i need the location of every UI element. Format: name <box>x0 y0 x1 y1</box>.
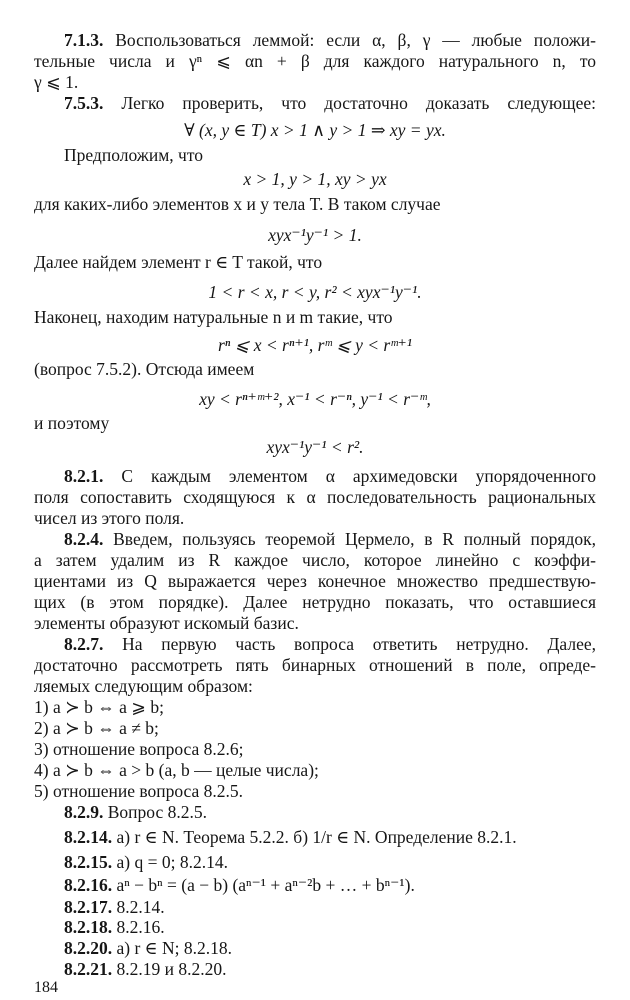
text-line: 8.2.9. Вопрос 8.2.5. <box>64 802 207 822</box>
text-line: поля сопоставить сходящуюся к α последовательность рациональных <box>34 487 596 507</box>
text-line: ляемых следующим образом: <box>34 676 253 696</box>
text-line: 7.5.3. Легко проверить, что достаточно доказать следующее: <box>64 93 596 113</box>
text-line: Предположим, что <box>64 145 204 165</box>
text-line: циентами из Q выражается через конечное множество предшествую- <box>34 571 596 591</box>
text-line: 8.2.15. а) q = 0; 8.2.14. <box>64 852 228 872</box>
text-line: 8.2.18. 8.2.16. <box>64 917 165 937</box>
text-line: щих (в этом порядке). Далее нетрудно показать, что оставшиеся <box>34 592 596 612</box>
text-line: 8.2.16. aⁿ − bⁿ = (a − b) (aⁿ⁻¹ + aⁿ⁻²b + … + bⁿ⁻¹). <box>64 875 415 895</box>
text-line: Наконец, находим натуральные n и m такие, что <box>34 307 393 327</box>
list-item: 4) a ≻ b ⇔ a > b (a, b — целые числа); <box>34 760 319 780</box>
text-line: 8.2.17. 8.2.14. <box>64 897 165 917</box>
text-line: 8.2.14. а) r ∈ N. Теорема 5.2.2. б) 1/r ∈ N. Определение 8.2.1. <box>64 827 517 847</box>
text-line: 8.2.4. Введем, пользуясь теоремой Цермело, в R полный порядок, <box>64 529 596 549</box>
formula-line: xyx⁻¹y⁻¹ > 1. <box>268 225 362 245</box>
text-line: для каких-либо элементов x и y тела T. В таком случае <box>34 194 441 214</box>
text-line: 7.1.3. Воспользоваться леммой: если α, β, γ — любые положи- <box>64 30 596 50</box>
text-line: достаточно рассмотреть пять бинарных отношений в поле, опреде- <box>34 655 596 675</box>
text-line: 8.2.21. 8.2.19 и 8.2.20. <box>64 959 227 979</box>
page-number: 184 <box>34 979 58 996</box>
text-line: элементы образуют искомый базис. <box>34 613 299 633</box>
list-item: 5) отношение вопроса 8.2.5. <box>34 781 244 801</box>
text-line: 8.2.7. На первую часть вопроса ответить нетрудно. Далее, <box>64 634 596 654</box>
formula-line: xyx⁻¹y⁻¹ < r². <box>266 437 364 457</box>
text-line: γ ⩽ 1. <box>34 72 79 92</box>
formula-line: 1 < r < x, r < y, r² < xyx⁻¹y⁻¹. <box>208 282 422 302</box>
list-item: 3) отношение вопроса 8.2.6; <box>34 739 244 759</box>
formula-line: x > 1, y > 1, xy > yx <box>243 169 387 189</box>
list-item: 2) a ≻ b ⇔ a ≠ b; <box>34 718 159 738</box>
text-line: тельные числа и γⁿ ⩽ αn + β для каждого натурального n, то <box>34 51 596 71</box>
list-item: 1) a ≻ b ⇔ a ⩾ b; <box>34 697 164 717</box>
formula-line: xy < rⁿ⁺ᵐ⁺², x⁻¹ < r⁻ⁿ, y⁻¹ < r⁻ᵐ, <box>199 389 431 409</box>
text-line: 8.2.1. С каждым элементом α архимедовски упорядоченного <box>64 466 596 486</box>
formula-line: ∀ (x, y ∈ T) x > 1 ∧ y > 1 ⇒ xy = yx. <box>184 120 446 140</box>
text-line: (вопрос 7.5.2). Отсюда имеем <box>34 359 255 379</box>
formula-line: rⁿ ⩽ x < rⁿ⁺¹, rᵐ ⩽ y < rᵐ⁺¹ <box>217 335 413 355</box>
text-line: чисел из этого поля. <box>34 508 185 528</box>
text-line: 8.2.20. а) r ∈ N; 8.2.18. <box>64 938 233 958</box>
text-line: и поэтому <box>34 413 110 433</box>
text-line: а затем удалим из R каждое число, которое линейно с коэффи- <box>34 550 596 570</box>
text-line: Далее найдем элемент r ∈ T такой, что <box>34 252 323 272</box>
